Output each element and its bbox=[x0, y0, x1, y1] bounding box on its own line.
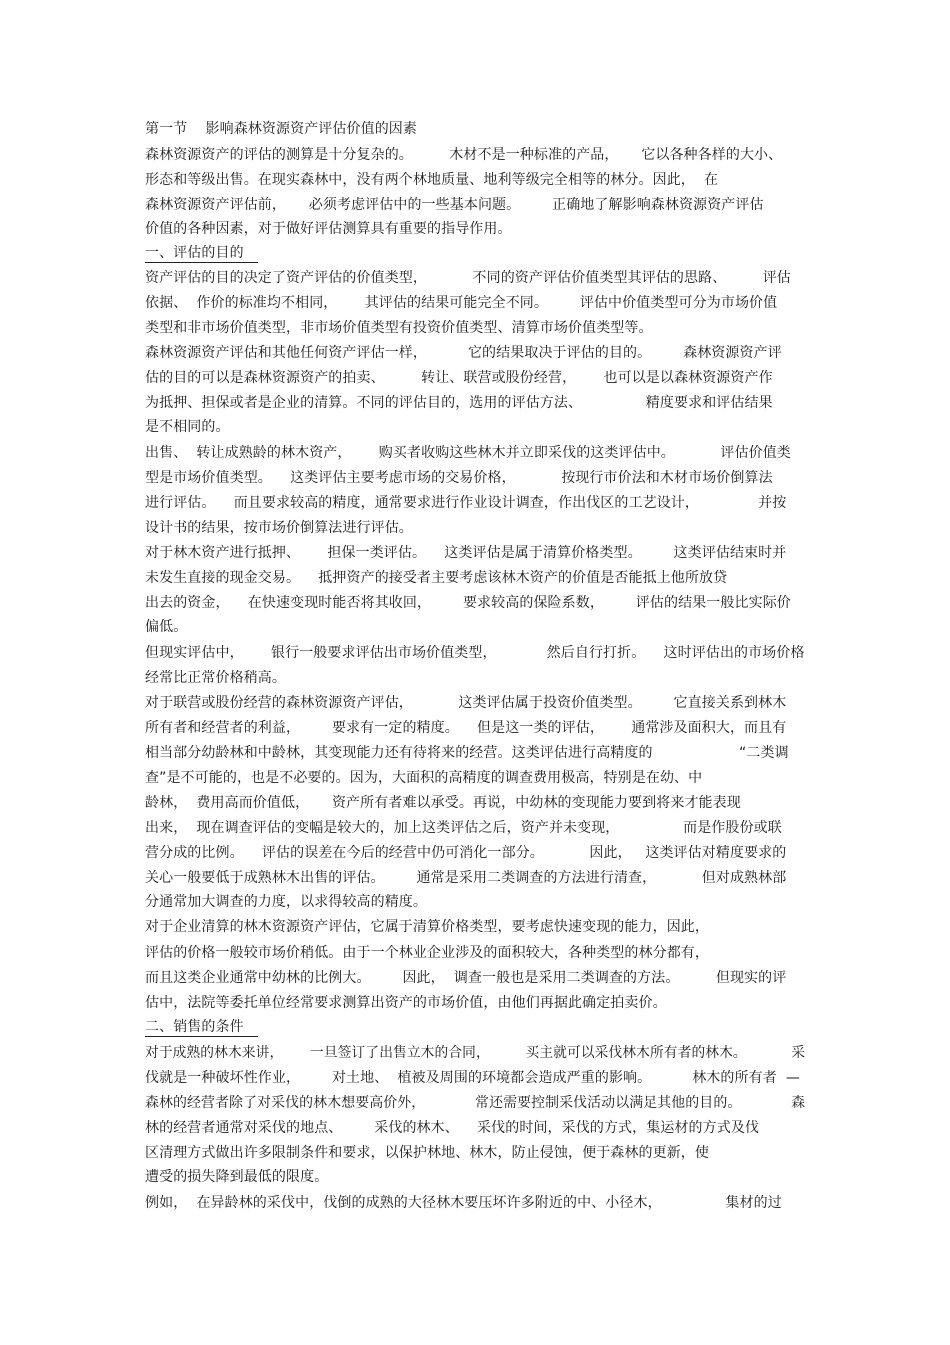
text-line: 偏低。 bbox=[145, 619, 188, 635]
text-line: 关心一般要低于成熟林木出售的评估。 通常是采用二类调查的方法进行清查， 但对成熟林部 bbox=[145, 870, 787, 886]
text-line: 类型和非市场价值类型，非市场价值类型有投资价值类型、清算市场价值类型等。 bbox=[145, 320, 653, 336]
text-line: 对于林木资产进行抵押、 担保一类评估。 这类评估是属于清算价格类型。 这类评估结束时并 bbox=[145, 545, 787, 561]
text-line: 对于成熟的林木来讲， 一旦签订了出售立木的合同， 买主就可以采伐林木所有者的林木。 采 bbox=[145, 1045, 806, 1061]
text-line: 是不相同的。 bbox=[145, 419, 230, 435]
text-line: 设计书的结果，按市场价倒算法进行评估。 bbox=[145, 520, 413, 536]
text-line: 营分成的比例。 评估的误差在今后的经营中仍可消化一部分。 因此， 这类评估对精度要求的 bbox=[145, 845, 787, 861]
heading-sale-conditions: 二、销售的条件 bbox=[145, 1018, 258, 1037]
text-line: 出售、 转让成熟龄的林木资产， 购买者收购这些林木并立即采伐的这类评估中。 评估价值类 bbox=[145, 445, 791, 461]
text-line: 而且这类企业通常中幼林的比例大。 因此， 调查一般也是采用二类调查的方法。 但现实的评 bbox=[145, 970, 787, 986]
heading-purpose: 一、评估的目的 bbox=[145, 244, 258, 263]
text-line: 经常比正常价格稍高。 bbox=[145, 670, 286, 686]
text-line: 未发生直接的现金交易。 抵押资产的接受者主要考虑该林木资产的价值是否能抵上他所放贷 bbox=[145, 570, 728, 586]
text-line: 资产评估的目的决定了资产评估的价值类型， 不同的资产评估价值类型其评估的思路、 评估 bbox=[145, 270, 791, 286]
text-line: 出去的资金， 在快速变现时能否将其收回， 要求较高的保险系数， 评估的结果一般比实际价 bbox=[145, 595, 791, 611]
section-title: 第一节 影响森林资源资产评估价值的因素 bbox=[145, 121, 417, 137]
text-line: 森林的经营者除了对采伐的林木想要高价外， 常还需要控制采伐活动以满足其他的目的。 森 bbox=[145, 1095, 806, 1111]
text-line: 对于企业清算的林木资源资产评估，它属于清算价格类型，要考虑快速变现的能力，因此， bbox=[145, 919, 709, 935]
text-line: 所有者和经营者的利益， 要求有一定的精度。 但是这一类的评估， 通常涉及面积大，而且有 bbox=[145, 720, 787, 736]
text-line: 龄林， 费用高而价值低， 资产所有者难以承受。再说，中幼林的变现能力要到将来才能表现 bbox=[145, 795, 741, 811]
text-line: 区清理方式做出许多限制条件和要求，以保护林地、林木，防止侵蚀，便于森林的更新，使 bbox=[145, 1145, 709, 1161]
text-line: 为抵押、担保或者是企业的清算。不同的评估目的，选用的评估方法、 精度要求和评估结果 bbox=[145, 395, 773, 411]
text-line: 遭受的损失降到最低的限度。 bbox=[145, 1169, 329, 1185]
text-line: 对于联营或股份经营的森林资源资产评估， 这类评估属于投资价值类型。 它直接关系到林木 bbox=[145, 695, 787, 711]
text-line: 依据、 作价的标准均不相同， 其评估的结果可能完全不同。 评估中价值类型可分为市场价值 bbox=[145, 295, 778, 311]
text-line: 进行评估。 而且要求较高的精度，通常要求进行作业设计调查，作出伐区的工艺设计， 并按 bbox=[145, 495, 787, 511]
text-line: 分通常加大调查的力度，以求得较高的精度。 bbox=[145, 894, 427, 910]
text-line: 伐就是一种破坏性作业， 对土地、 植被及周围的环境都会造成严重的影响。 林木的所有者 — bbox=[145, 1070, 801, 1086]
text-line: 森林资源资产的评估的测算是十分复杂的。 木材不是一种标准的产品， 它以各种各样的大小、 bbox=[145, 147, 783, 163]
text-line: 价值的各种因素，对于做好评估测算具有重要的指导作用。 bbox=[145, 221, 512, 237]
text-line: 例如， 在异龄林的采伐中，伐倒的成熟的大径林木要压坏许多附近的中、小径木， 集材的过 bbox=[145, 1195, 782, 1211]
text-line: 相当部分幼龄林和中龄林，其变现能力还有待将来的经营。这类评估进行高精度的 “二类调 bbox=[145, 745, 789, 761]
text-line: 估中，法院等委托单位经常要求测算出资产的市场价值，由他们再据此确定拍卖价。 bbox=[145, 995, 667, 1011]
text-line: 评估的价格一般较市场价稍低。由于一个林业企业涉及的面积较大，各种类型的林分都有， bbox=[145, 945, 709, 961]
text-line: 查”是不可能的，也是不必要的。因为，大面积的高精度的调查费用极高，特别是在幼、中 bbox=[145, 770, 703, 786]
text-line: 林的经营者通常对采伐的地点、 采伐的林木、 采伐的时间，采伐的方式，集运材的方式及伐 bbox=[145, 1120, 760, 1136]
text-line: 估的目的可以是森林资源资产的拍卖、 转让、联营或股份经营， 也可以是以森林资源资产作 bbox=[145, 370, 773, 386]
text-line: 森林资源资产评估和其他任何资产评估一样， 它的结果取决于评估的目的。 森林资源资产评 bbox=[145, 345, 782, 361]
text-line: 但现实评估中， 银行一般要求评估出市场价值类型， 然后自行打折。 这时评估出的市场价格 bbox=[145, 645, 805, 661]
text-line: 森林资源资产评估前， 必须考虑评估中的一些基本问题。 正确地了解影响森林资源资产评估 bbox=[145, 197, 764, 213]
text-line: 型是市场价值类型。 这类评估主要考虑市场的交易价格， 按现行市价法和木材市场价倒算法 bbox=[145, 470, 773, 486]
text-line: 形态和等级出售。在现实森林中，没有两个林地质量、地利等级完全相等的林分。因此， 在 bbox=[145, 172, 719, 188]
text-line: 出来， 现在调查评估的变幅是较大的，加上这类评估之后，资产并未变现， 而是作股份或联 bbox=[145, 820, 782, 836]
